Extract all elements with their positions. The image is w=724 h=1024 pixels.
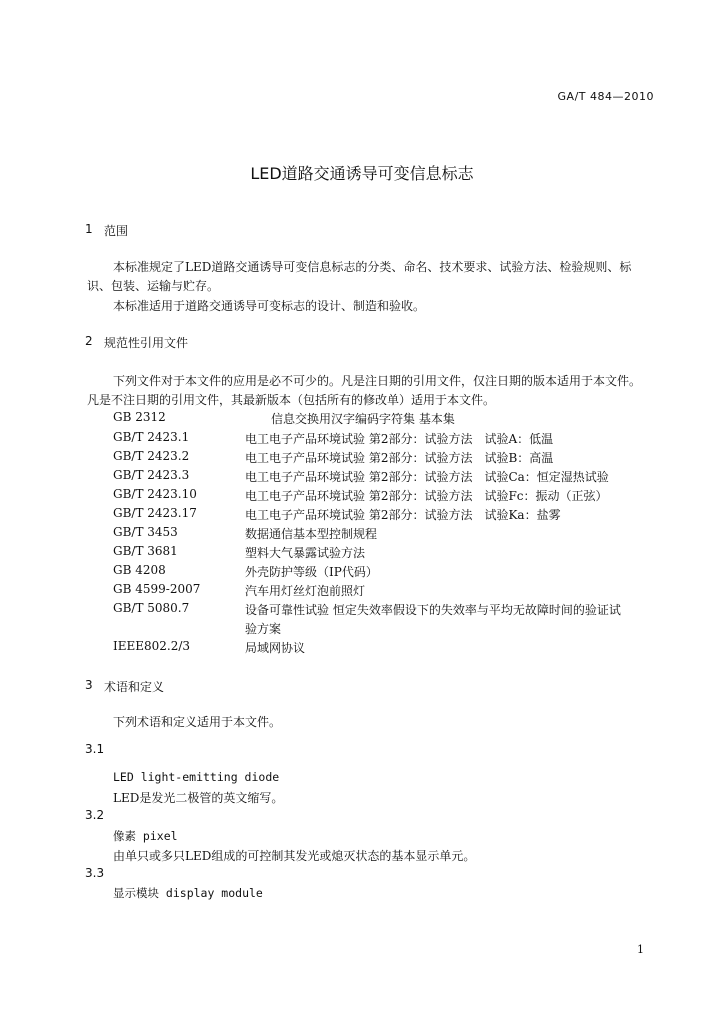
reference-title: 电工电子产品环境试验 第2部分：试验方法 试验Fc：振动（正弦） [245, 489, 608, 503]
reference-code: GB/T 2423.3 [113, 468, 190, 482]
section-1-number: 1 [85, 222, 93, 236]
reference-title: 信息交换用汉字编码字符集 基本集 [271, 412, 455, 426]
section-3-number: 3 [85, 678, 93, 692]
section-1-paragraph-1-line-1: 本标准规定了LED道路交通诱导可变信息标志的分类、命名、技术要求、试验方法、检验规则、标 [113, 260, 632, 274]
reference-code: GB/T 3681 [113, 544, 178, 558]
page-number: 1 [637, 943, 644, 956]
term-definition: 由单只或多只LED组成的可控制其发光或熄灭状态的基本显示单元。 [113, 849, 476, 863]
term-definition: LED是发光二极管的英文缩写。 [113, 791, 284, 805]
section-1-paragraph-2: 本标准适用于道路交通诱导可变标志的设计、制造和验收。 [113, 299, 426, 313]
section-1-heading: 范围 [104, 224, 129, 238]
reference-title: 验方案 [245, 622, 282, 636]
reference-title: 外壳防护等级（IP代码） [245, 565, 378, 579]
reference-title: 电工电子产品环境试验 第2部分：试验方法 试验B：高温 [245, 451, 554, 465]
section-2-intro-line-2: 凡是不注日期的引用文件，其最新版本（包括所有的修改单）适用于本文件。 [87, 393, 496, 407]
section-1-paragraph-1-line-2: 识、包装、运输与贮存。 [87, 279, 220, 293]
term-number: 3.1 [85, 742, 105, 756]
reference-code: IEEE802.2/3 [113, 639, 191, 653]
standard-code: GA/T 484—2010 [557, 90, 654, 103]
reference-title: 塑料大气暴露试验方法 [245, 546, 366, 560]
reference-code: GB/T 2423.2 [113, 449, 190, 463]
reference-code: GB/T 2423.17 [113, 506, 197, 520]
reference-code: GB/T 2423.1 [113, 430, 190, 444]
reference-title: 电工电子产品环境试验 第2部分：试验方法 试验Ca：恒定湿热试验 [245, 470, 609, 484]
section-2-number: 2 [85, 334, 93, 348]
reference-code: GB 4208 [113, 563, 166, 577]
reference-title: 电工电子产品环境试验 第2部分：试验方法 试验Ka：盐雾 [245, 508, 561, 522]
reference-title: 汽车用灯丝灯泡前照灯 [245, 584, 366, 598]
term-name: 像素 pixel [113, 829, 178, 843]
reference-title: 局域网协议 [245, 641, 306, 655]
term-name: LED light-emitting diode [113, 770, 280, 784]
reference-code: GB/T 5080.7 [113, 601, 190, 615]
term-number: 3.3 [85, 866, 105, 880]
term-name: 显示模块 display module [113, 886, 263, 900]
section-3-heading: 术语和定义 [104, 680, 165, 694]
page-title: LED道路交通诱导可变信息标志 [250, 164, 474, 183]
reference-title: 数据通信基本型控制规程 [245, 527, 378, 541]
reference-code: GB 4599-2007 [113, 582, 201, 596]
reference-title: 电工电子产品环境试验 第2部分：试验方法 试验A：低温 [245, 432, 554, 446]
reference-code: GB/T 2423.10 [113, 487, 197, 501]
section-2-intro-line-1: 下列文件对于本文件的应用是必不可少的。凡是注日期的引用文件，仅注日期的版本适用于本文件。 [113, 374, 642, 388]
reference-code: GB/T 3453 [113, 525, 178, 539]
term-number: 3.2 [85, 808, 105, 822]
reference-title: 设备可靠性试验 恒定失效率假设下的失效率与平均无故障时间的验证试 [245, 603, 621, 617]
section-2-heading: 规范性引用文件 [104, 336, 189, 350]
section-3-intro: 下列术语和定义适用于本文件。 [113, 715, 282, 729]
reference-code: GB 2312 [113, 410, 166, 424]
